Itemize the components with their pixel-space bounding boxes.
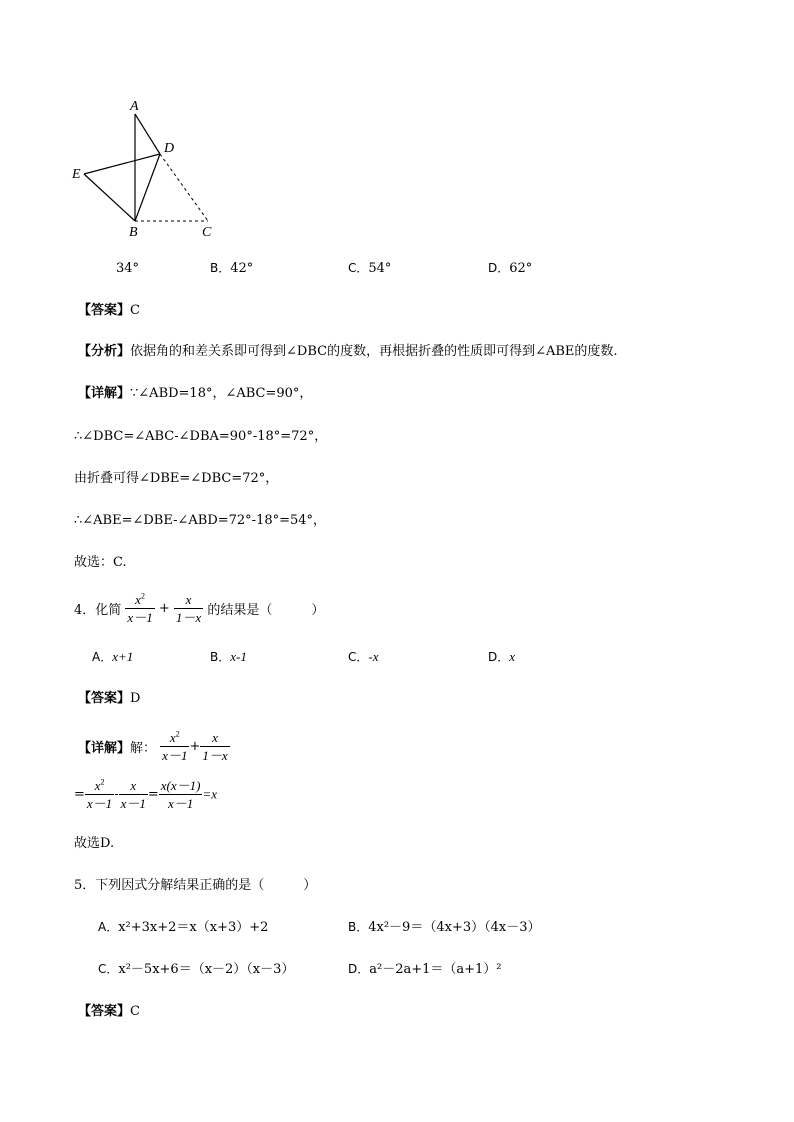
q4-answer-value: D <box>130 691 141 706</box>
q4-step-fraction-3 <box>159 778 203 811</box>
q4-fraction-1 <box>125 592 154 625</box>
q4-option-c-label: C． <box>348 650 369 664</box>
q4-frac1-sup: 2 <box>140 591 145 601</box>
q4-step <box>74 778 217 811</box>
q5-option-d <box>348 963 502 976</box>
q4-stem-suffix: 的结果是（ ） <box>207 603 325 618</box>
label-b: B <box>129 225 138 240</box>
q3-option-c-label: C． <box>348 261 369 275</box>
q4-number: 4．化简 <box>74 603 122 618</box>
q4-detail-intro: 解： <box>130 741 157 756</box>
q4-detail-frac2-den: 1－x <box>202 748 228 763</box>
q4-frac1-den: x－1 <box>127 610 153 625</box>
segment-dc <box>160 154 208 221</box>
geometry-figure <box>66 96 226 246</box>
q4-step-fraction-1 <box>85 778 114 811</box>
q3-detail-line-3: 由折叠可得∠DBE=∠DBC=72°， <box>74 471 279 486</box>
q4-detail-fraction-2 <box>200 730 229 763</box>
q4-option-a <box>92 650 133 664</box>
q4-answer <box>78 692 140 705</box>
q3-option-b-value: 42° <box>230 261 254 276</box>
q4-step-eq2: = <box>147 787 159 802</box>
q4-step-frac1-den: x－1 <box>86 796 113 811</box>
q5-option-a <box>98 921 268 934</box>
q4-step-fraction-2 <box>119 778 148 811</box>
label-c: C <box>202 225 212 240</box>
q3-detail-tag: 【详解】 <box>78 386 131 401</box>
q4-detail-plus: + <box>189 739 201 754</box>
q4-step-frac2-num: x <box>119 778 148 795</box>
q3-answer-value: C <box>130 303 140 318</box>
q5-option-c-label: C． <box>98 962 119 976</box>
q4-conclusion: 故选D. <box>74 836 115 851</box>
q3-answer <box>78 304 140 317</box>
q3-detail-line-4: ∴∠ABE=∠DBE-∠ABD=72°-18°=54°， <box>74 513 327 528</box>
q4-option-b-label: B． <box>210 650 231 664</box>
q3-option-a <box>116 262 139 275</box>
q3-analysis <box>78 345 618 358</box>
q5-answer-value: C <box>130 1004 140 1019</box>
q3-option-a-value: 34° <box>116 261 140 276</box>
q4-option-c-value: -x <box>368 649 379 664</box>
q5-answer <box>78 1005 140 1018</box>
q5-option-d-label: D． <box>348 962 370 976</box>
q4-detail-frac1-sup: 2 <box>175 729 180 739</box>
q3-detail-text-1: ∵∠ABD=18°，∠ABC=90°， <box>130 386 313 401</box>
q4-frac2-num: x <box>174 592 203 609</box>
q4-detail-frac2-num: x <box>200 730 229 747</box>
q3-option-d <box>488 262 532 275</box>
q4-detail <box>78 730 230 763</box>
q4-option-b <box>210 650 247 664</box>
q5-option-b-value: 4x²－9＝（4x+3）（4x－3） <box>368 920 541 935</box>
q4-option-d-value: x <box>509 649 516 664</box>
q4-step-frac1-num: x <box>94 778 101 793</box>
q4-fraction-2 <box>174 592 203 625</box>
label-d: D <box>164 141 175 156</box>
q3-detail-line-1 <box>78 387 312 400</box>
segment-eb <box>84 174 135 221</box>
q5-option-b <box>348 921 540 934</box>
q3-detail-line-2: ∴∠DBC=∠ABC-∠DBA=90°-18°=72°， <box>74 429 328 444</box>
q4-option-a-value: x+1 <box>112 649 134 664</box>
q4-frac1-num: x <box>135 592 141 607</box>
q4-step-eq: = <box>74 787 85 802</box>
segment-bd <box>135 154 160 221</box>
q3-option-c <box>348 262 391 275</box>
q4-step-frac2-den: x－1 <box>120 796 146 811</box>
q4-detail-fraction-1 <box>160 730 189 763</box>
q4-detail-frac1-num: x <box>169 730 176 745</box>
q5-option-d-value: a²－2a+1＝（a+1）² <box>369 962 502 977</box>
q3-option-d-label: D． <box>488 261 510 275</box>
q4-frac2-den: 1－x <box>175 610 202 625</box>
q3-detail-line-5: 故选：C. <box>74 555 127 570</box>
q4-detail-tag: 【详解】 <box>78 741 131 756</box>
q5-option-c-value: x²－5x+6＝（x－2）（x－3） <box>118 962 295 977</box>
q5-stem: 5．下列因式分解结果正确的是（ ） <box>74 878 317 893</box>
q4-step-frac1-sup: 2 <box>100 777 105 787</box>
q5-option-a-value: x²+3x+2＝x（x+3）+2 <box>118 920 269 935</box>
q4-step-frac3-den: x－1 <box>167 796 194 811</box>
q4-detail-frac1-den: x－1 <box>162 748 188 763</box>
q5-option-a-label: A． <box>98 920 119 934</box>
segment-ed <box>84 154 160 174</box>
q4-option-a-label: A． <box>92 650 113 664</box>
label-e: E <box>72 167 81 182</box>
q4-option-c <box>348 650 379 664</box>
q3-option-d-value: 62° <box>509 261 533 276</box>
segment-ad <box>135 114 160 154</box>
label-a: A <box>130 99 139 114</box>
q3-option-b <box>210 262 253 275</box>
q4-option-d <box>488 650 515 664</box>
q5-answer-tag: 【答案】 <box>78 1004 131 1019</box>
q3-option-c-value: 54° <box>368 261 392 276</box>
q5-option-c <box>98 963 294 976</box>
q4-step-result: =x <box>202 786 218 802</box>
q5-option-b-label: B． <box>348 920 369 934</box>
q4-step-minus: - <box>114 787 119 802</box>
q4-answer-tag: 【答案】 <box>78 691 131 706</box>
q4-step-frac3-num: x(x－1) <box>160 778 201 793</box>
q4-option-d-label: D． <box>488 650 510 664</box>
q3-option-b-label: B． <box>210 261 231 275</box>
q3-answer-tag: 【答案】 <box>78 303 131 318</box>
q3-analysis-text: 依据角的和差关系即可得到∠DBC的度数，再根据折叠的性质即可得到∠ABE的度数. <box>130 344 618 359</box>
q3-analysis-tag: 【分析】 <box>78 344 131 359</box>
q4-stem <box>74 592 324 625</box>
q4-option-b-value: x-1 <box>230 649 247 664</box>
q4-plus: + <box>158 601 170 616</box>
